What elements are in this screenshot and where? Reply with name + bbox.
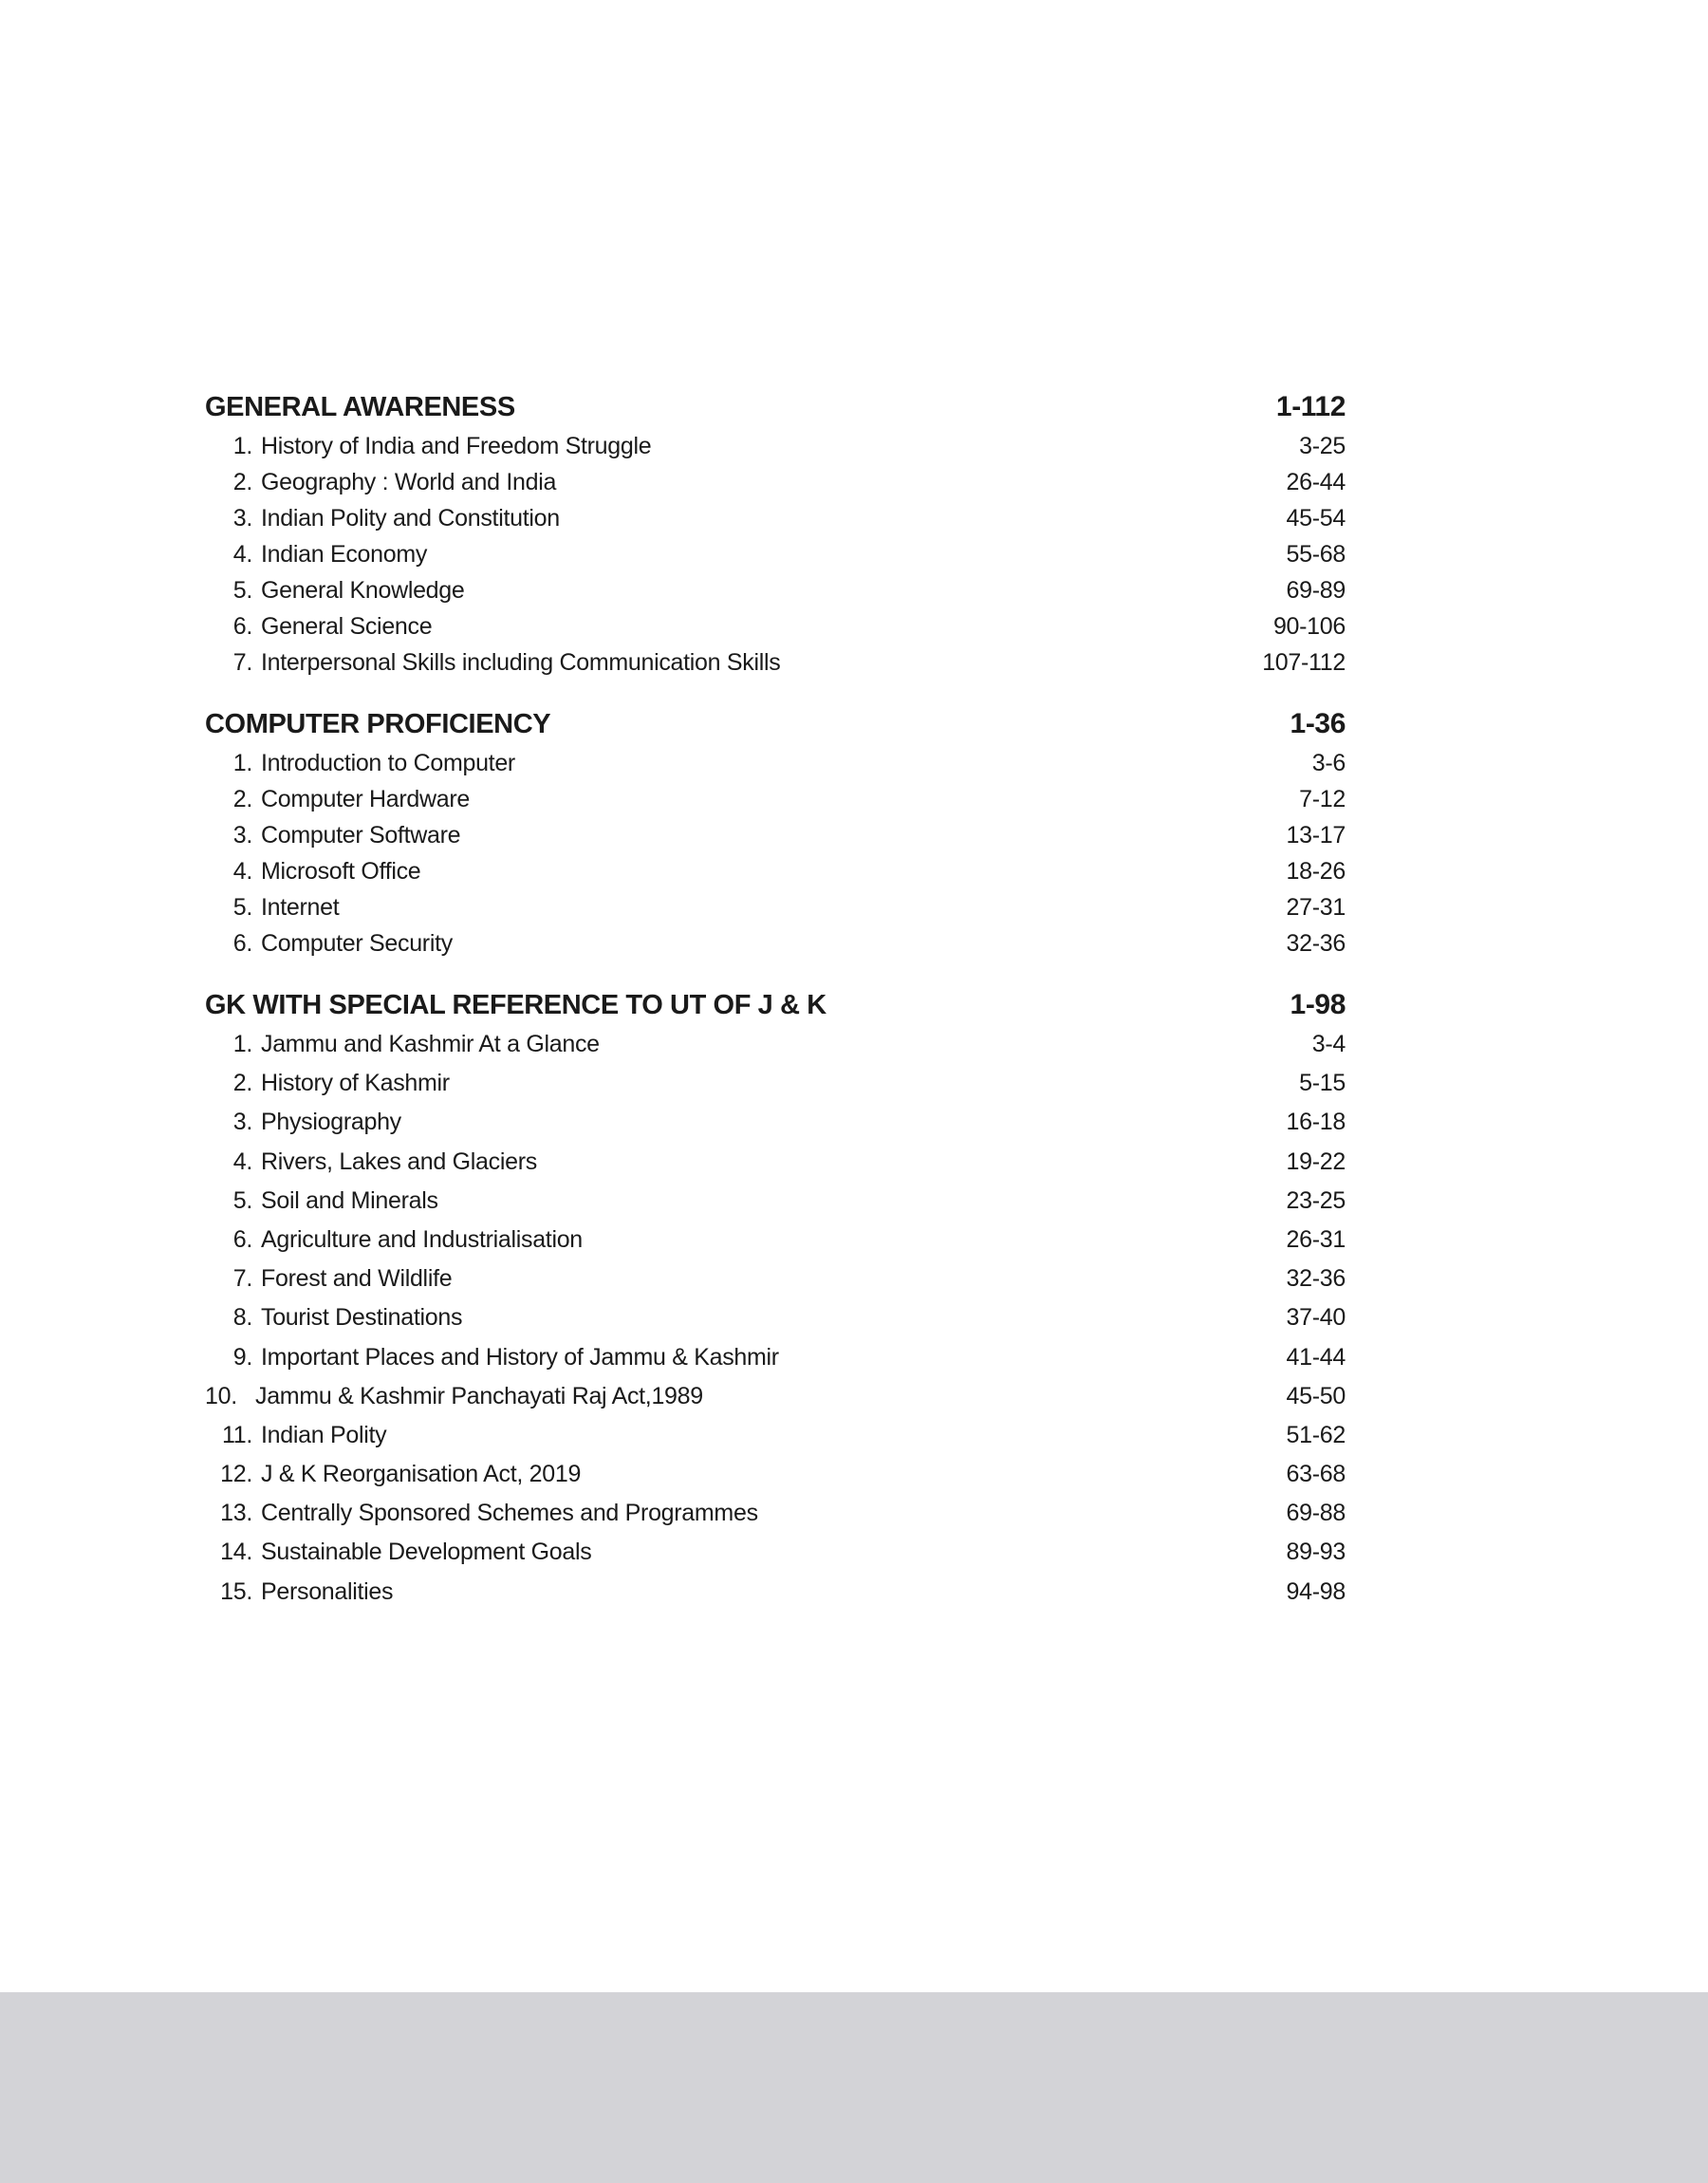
entry-page-range: 45-54 — [1286, 505, 1346, 532]
entry-number: 5. — [232, 894, 252, 921]
section-title: GENERAL AWARENESS — [205, 392, 515, 422]
toc-entry — [205, 1422, 1346, 1461]
toc-entry — [205, 750, 1346, 786]
entry-page-range: 26-44 — [1286, 469, 1346, 495]
entry-number: 7. — [232, 1265, 252, 1293]
entry-number: 4. — [232, 1147, 252, 1175]
entry-title: Geography : World and India — [261, 469, 557, 495]
toc-entry — [205, 822, 1346, 858]
entry-number: 12. — [220, 1461, 252, 1488]
section-gk-jk — [205, 989, 1346, 1617]
entry-title: Agriculture and Industrialisation — [261, 1225, 583, 1253]
toc-entry — [205, 1500, 1346, 1539]
entry-number: 15. — [220, 1577, 252, 1605]
toc-entry — [205, 613, 1346, 649]
entry-title: Soil and Minerals — [261, 1186, 438, 1214]
entry-number: 6. — [232, 1225, 252, 1253]
entry-page-range: 3-25 — [1299, 433, 1346, 459]
entry-title: Computer Software — [261, 822, 461, 849]
entry-page-range: 69-89 — [1286, 577, 1346, 604]
entry-page-range: 55-68 — [1286, 541, 1346, 568]
section-title: COMPUTER PROFICIENCY — [205, 709, 551, 739]
entry-title: Interpersonal Skills including Communication Skills — [261, 649, 781, 676]
entry-title: History of India and Freedom Struggle — [261, 433, 652, 459]
entry-title: Computer Hardware — [261, 786, 470, 812]
entry-number: 1. — [232, 1031, 252, 1057]
entry-title: Rivers, Lakes and Glaciers — [261, 1147, 537, 1175]
entry-page-range: 19-22 — [1286, 1147, 1346, 1175]
entry-page-range: 37-40 — [1286, 1304, 1346, 1332]
entry-number: 11. — [222, 1421, 252, 1448]
entry-title: Sustainable Development Goals — [261, 1539, 592, 1566]
entry-page-range: 94-98 — [1286, 1577, 1346, 1605]
entry-title: History of Kashmir — [261, 1070, 450, 1097]
entry-page-range: 45-50 — [1286, 1382, 1346, 1409]
toc-entry — [205, 1070, 1346, 1109]
entry-number: 10. — [205, 1382, 237, 1409]
entry-number: 3. — [232, 505, 252, 532]
section-general-awareness — [205, 391, 1346, 685]
entry-page-range: 89-93 — [1286, 1539, 1346, 1566]
section-page-range: 1-98 — [1290, 989, 1346, 1020]
entry-number: 13. — [220, 1500, 252, 1527]
section-computer-proficiency — [205, 708, 1346, 966]
entry-number: 4. — [232, 541, 252, 568]
entry-number: 6. — [232, 930, 252, 957]
entry-title: Indian Polity and Constitution — [261, 505, 560, 532]
entry-title: General Science — [261, 613, 433, 640]
table-of-contents — [205, 391, 1346, 1640]
entry-title: Important Places and History of Jammu & Kashmir — [261, 1343, 779, 1371]
toc-entry — [205, 541, 1346, 577]
toc-entry — [205, 894, 1346, 930]
toc-entry — [205, 1344, 1346, 1383]
toc-entry — [205, 1461, 1346, 1500]
entry-page-range: 26-31 — [1286, 1225, 1346, 1253]
section-header — [205, 391, 1346, 433]
entry-number: 1. — [232, 433, 252, 459]
toc-entry — [205, 1109, 1346, 1147]
entry-page-range: 7-12 — [1299, 786, 1346, 812]
toc-entry — [205, 1226, 1346, 1265]
entry-page-range: 3-4 — [1311, 1031, 1346, 1057]
entry-number: 4. — [232, 858, 252, 885]
entry-number: 9. — [232, 1343, 252, 1371]
toc-entry — [205, 1578, 1346, 1617]
section-page-range: 1-112 — [1275, 391, 1346, 422]
entry-number: 1. — [232, 750, 252, 776]
entry-number: 6. — [232, 613, 252, 640]
entry-number: 8. — [232, 1304, 252, 1332]
entry-page-range: 32-36 — [1286, 1265, 1346, 1293]
toc-entry — [205, 1539, 1346, 1577]
entry-title: Jammu and Kashmir At a Glance — [261, 1031, 600, 1057]
entry-title: Forest and Wildlife — [261, 1265, 453, 1293]
entry-title: Jammu & Kashmir Panchayati Raj Act,1989 — [255, 1382, 703, 1409]
entry-page-range: 32-36 — [1286, 930, 1346, 957]
entry-page-range: 27-31 — [1286, 894, 1346, 921]
toc-entry — [205, 505, 1346, 541]
footer-band — [0, 1992, 1708, 2183]
toc-entry — [205, 1031, 1346, 1070]
toc-entry — [205, 858, 1346, 894]
entry-page-range: 16-18 — [1286, 1109, 1346, 1136]
entry-title: Internet — [261, 894, 340, 921]
entry-title: Microsoft Office — [261, 858, 421, 885]
section-header — [205, 708, 1346, 750]
toc-entry — [205, 433, 1346, 469]
entry-page-range: 69-88 — [1286, 1500, 1346, 1527]
toc-entry — [205, 1383, 1346, 1422]
section-header — [205, 989, 1346, 1031]
entry-page-range: 51-62 — [1286, 1421, 1346, 1448]
entry-number: 2. — [232, 786, 252, 812]
entry-title: Indian Economy — [261, 541, 428, 568]
entry-title: J & K Reorganisation Act, 2019 — [261, 1461, 582, 1488]
entry-number: 5. — [232, 1186, 252, 1214]
section-title: GK WITH SPECIAL REFERENCE TO UT OF J & K — [205, 990, 826, 1020]
toc-entry — [205, 649, 1346, 685]
entry-title: Personalities — [261, 1577, 394, 1605]
entry-page-range: 3-6 — [1311, 750, 1346, 776]
toc-entry — [205, 577, 1346, 613]
entry-title: Introduction to Computer — [261, 750, 515, 776]
entry-title: Computer Security — [261, 930, 453, 957]
toc-entry — [205, 786, 1346, 822]
toc-entry — [205, 1187, 1346, 1226]
entry-page-range: 23-25 — [1286, 1186, 1346, 1214]
entry-number: 3. — [232, 1109, 252, 1136]
entry-page-range: 63-68 — [1286, 1461, 1346, 1488]
entry-number: 7. — [232, 649, 252, 676]
section-page-range: 1-36 — [1290, 708, 1346, 739]
entry-page-range: 18-26 — [1286, 858, 1346, 885]
toc-entry — [205, 1265, 1346, 1304]
entry-title: Physiography — [261, 1109, 401, 1136]
entry-title: Indian Polity — [261, 1421, 387, 1448]
entry-title: Tourist Destinations — [261, 1304, 463, 1332]
toc-entry — [205, 1304, 1346, 1343]
toc-entry — [205, 1148, 1346, 1187]
toc-entry — [205, 469, 1346, 505]
entry-page-range: 13-17 — [1286, 822, 1346, 849]
toc-entry — [205, 930, 1346, 966]
entry-title: Centrally Sponsored Schemes and Programmes — [261, 1500, 758, 1527]
entry-number: 2. — [232, 469, 252, 495]
entry-number: 2. — [232, 1070, 252, 1097]
entry-number: 14. — [220, 1539, 252, 1566]
entry-title: General Knowledge — [261, 577, 465, 604]
entry-page-range: 107-112 — [1262, 649, 1346, 676]
entry-page-range: 90-106 — [1272, 613, 1346, 640]
entry-number: 5. — [232, 577, 252, 604]
entry-page-range: 5-15 — [1299, 1070, 1346, 1097]
entry-number: 3. — [232, 822, 252, 849]
entry-page-range: 41-44 — [1286, 1343, 1346, 1371]
